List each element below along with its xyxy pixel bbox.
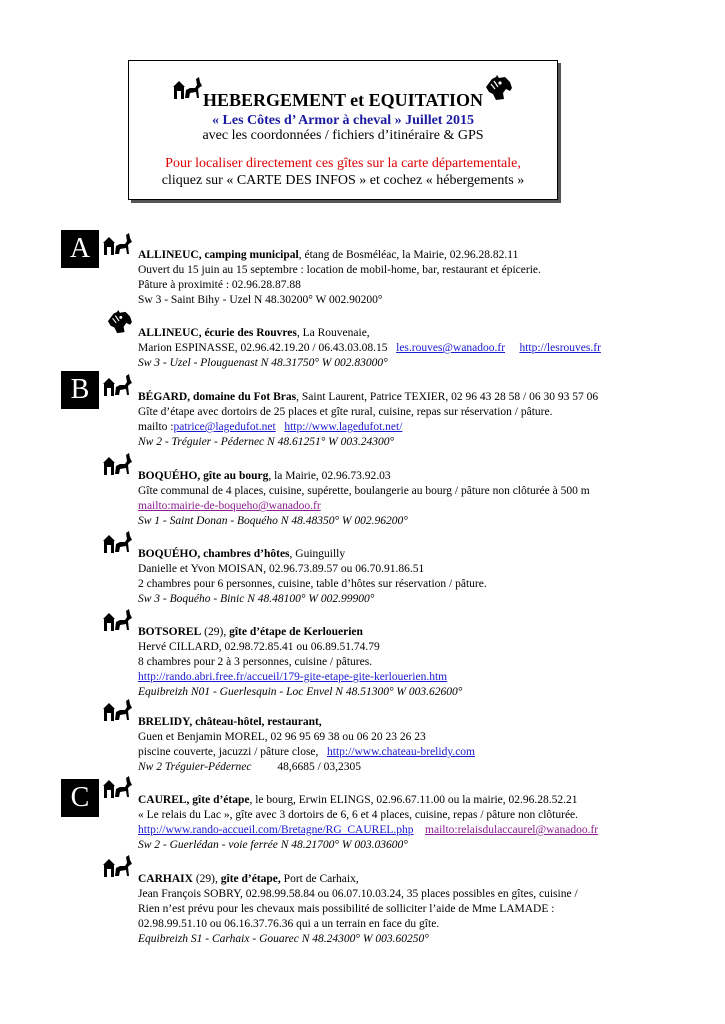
email-link[interactable]: mailto:mairie-de-boqueho@wanadoo.fr <box>138 500 321 512</box>
website-link[interactable]: http://lesrouves.fr <box>519 342 601 354</box>
header-coords-line: avec les coordonnées / fichiers d’itinéraire & GPS <box>202 128 484 143</box>
entry-carhaix: CARHAIX (29), gîte d’étape, Port de Carhaix, Jean François SOBRY, 02.98.99.58.84 ou 06.07.10.03.24, 35 places possibles en gîtes, cuisine / Rien n’est prévu pour les chevaux mais possibilité de solliciter l’aide de Mme LAMADE : 02.98.99.51.10 ou 06.16.37.76.36 qui a un terrain en face du gîte. Equibreizh S1 - Carhaix - Gouarec N 48.24300° W 003.60250° <box>138 873 578 945</box>
website-link[interactable]: http://www.lagedufot.net/ <box>284 421 403 433</box>
header-red-line: Pour localiser directement ces gîtes sur la carte départementale, <box>165 156 521 171</box>
email-link[interactable]: patrice@lagedufot.net <box>173 421 276 433</box>
entry-caurel: CAUREL, gîte d’étape, le bourg, Erwin ELINGS, 02.96.67.11.00 ou la mairie, 02.96.28.52.21 « Le relais du Lac », gîte avec 3 dortoirs de 6, 6 et 4 places, cuisine, repas / pâture non clôturée. http://www.rando-accueil.com/Bretagne/RG_CAUREL.php mailto:relaisdulaccaurel@wanadoo.fr Sw 2 - Guerlédan - voie ferrée N 48.21700° W 003.03600° <box>138 794 599 851</box>
entry-name: BOTSOREL <box>138 626 202 638</box>
house-horse-icon <box>103 373 133 397</box>
section-letter-a: A <box>61 230 99 268</box>
entry-boqueho-gite: BOQUÉHO, gîte au bourg, la Mairie, 02.96.73.92.03 Gîte communal de 4 places, cuisine, supérette, boulangerie au bourg / pâture non clôturée à 500 m mailto:mairie-de-boqueho@wanadoo.fr Sw 1 - Saint Donan - Boquého N 48.48350° W 002.96200° <box>138 470 590 527</box>
section-letter-b: B <box>61 371 99 409</box>
page-title: HEBERGEMENT et EQUITATION <box>202 90 484 110</box>
email-link[interactable]: mailto:relaisdulaccaurel@wanadoo.fr <box>425 824 599 836</box>
website-link[interactable]: http://rando.abri.free.fr/accueil/179-gite-etape-gite-kerlouerien.htm <box>138 671 448 683</box>
entry-boqueho-chambres: BOQUÉHO, chambres d’hôtes, Guinguilly Danielle et Yvon MOISAN, 02.96.73.89.57 ou 06.70.91.86.51 2 chambres pour 6 personnes, cuisine, table d’hôtes sur réservation / pâture. Sw 3 - Boquého - Binic N 48.48100° W 002.99900° <box>138 548 487 605</box>
house-horse-icon <box>103 452 133 476</box>
page-subtitle: « Les Côtes d’ Armor à cheval » Juillet 2015 <box>212 113 474 128</box>
house-horse-icon <box>103 530 133 554</box>
entry-name: ALLINEUC, écurie des Rouvres <box>138 327 297 339</box>
entry-allineuc-camping: ALLINEUC, camping municipal, étang de Bosméléac, la Mairie, 02.96.28.82.11 Ouvert du 15 juin au 15 septembre : location de mobil-home, bar, restaurant et épicerie. Pâture à proximité : 02.96.28.87.88 Sw 3 - Saint Bihy - Uzel N 48.30200° W 002.90200° <box>138 249 541 306</box>
website-link[interactable]: http://www.chateau-brelidy.com <box>327 746 475 758</box>
entry-name: ALLINEUC, camping municipal <box>138 249 299 261</box>
house-horse-icon <box>103 232 133 256</box>
house-horse-icon <box>103 854 133 878</box>
house-horse-icon <box>103 698 133 722</box>
entry-name: BRELIDY, château-hôtel, restaurant, <box>138 716 322 728</box>
website-link[interactable]: http://www.rando-accueil.com/Bretagne/RG_CAUREL.php <box>138 824 414 836</box>
house-horse-icon <box>103 608 133 632</box>
entry-name: CAUREL, gîte d’étape <box>138 794 250 806</box>
header-box <box>128 60 558 200</box>
header-instruction-line: cliquez sur « CARTE DES INFOS » et cochez « hébergements » <box>161 173 525 188</box>
entry-name: BOQUÉHO, chambres d’hôtes <box>138 548 290 560</box>
entry-name: CARHAIX <box>138 873 193 885</box>
entry-botsorel: BOTSOREL (29), gîte d’étape de Kerlouerien Hervé CILLARD, 02.98.72.85.41 ou 06.89.51.74.79 8 chambres pour 2 à 3 personnes, cuisine / pâtures. http://rando.abri.free.fr/accueil/179-gite-etape-gite-kerlouerien.htm Equibreizh N01 - Guerlesquin - Loc Envel N 48.51300° W 003.62600° <box>138 626 463 698</box>
entry-name: BOQUÉHO, gîte au bourg <box>138 470 269 482</box>
email-link[interactable]: les.rouves@wanadoo.fr <box>396 342 506 354</box>
horse-head-icon <box>104 310 134 334</box>
section-letter-c: C <box>61 779 99 817</box>
entry-allineuc-ecurie: ALLINEUC, écurie des Rouvres, La Rouvenaie, Marion ESPINASSE, 02.96.42.19.20 / 06.43.03.08.15 les.rouves@wanadoo.fr http://lesrouves.fr Sw 3 - Uzel - Plouguenast N 48.31750° W 002.83000° <box>138 327 601 369</box>
entry-begard: BÉGARD, domaine du Fot Bras, Saint Laurent, Patrice TEXIER, 02 96 43 28 58 / 06 30 93 57 06 Gîte d’étape avec dortoirs de 25 places et gîte rural, cuisine, repas sur réservation / pâture. mailto :patrice@lagedufot.net http://www.lagedufot.net/ Nw 2 - Tréguier - Pédernec N 48.61251° W 003.24300° <box>138 391 599 448</box>
entry-name: BÉGARD, domaine du Fot Bras <box>138 391 297 403</box>
entry-brelidy: BRELIDY, château-hôtel, restaurant, Guen et Benjamin MOREL, 02 96 95 69 38 ou 06 20 23 26 23 piscine couverte, jacuzzi / pâture close, http://www.chateau-brelidy.com Nw 2 Tréguier-Pédernec 48,6685 / 03,2305 <box>138 716 475 773</box>
house-horse-icon <box>103 775 133 799</box>
